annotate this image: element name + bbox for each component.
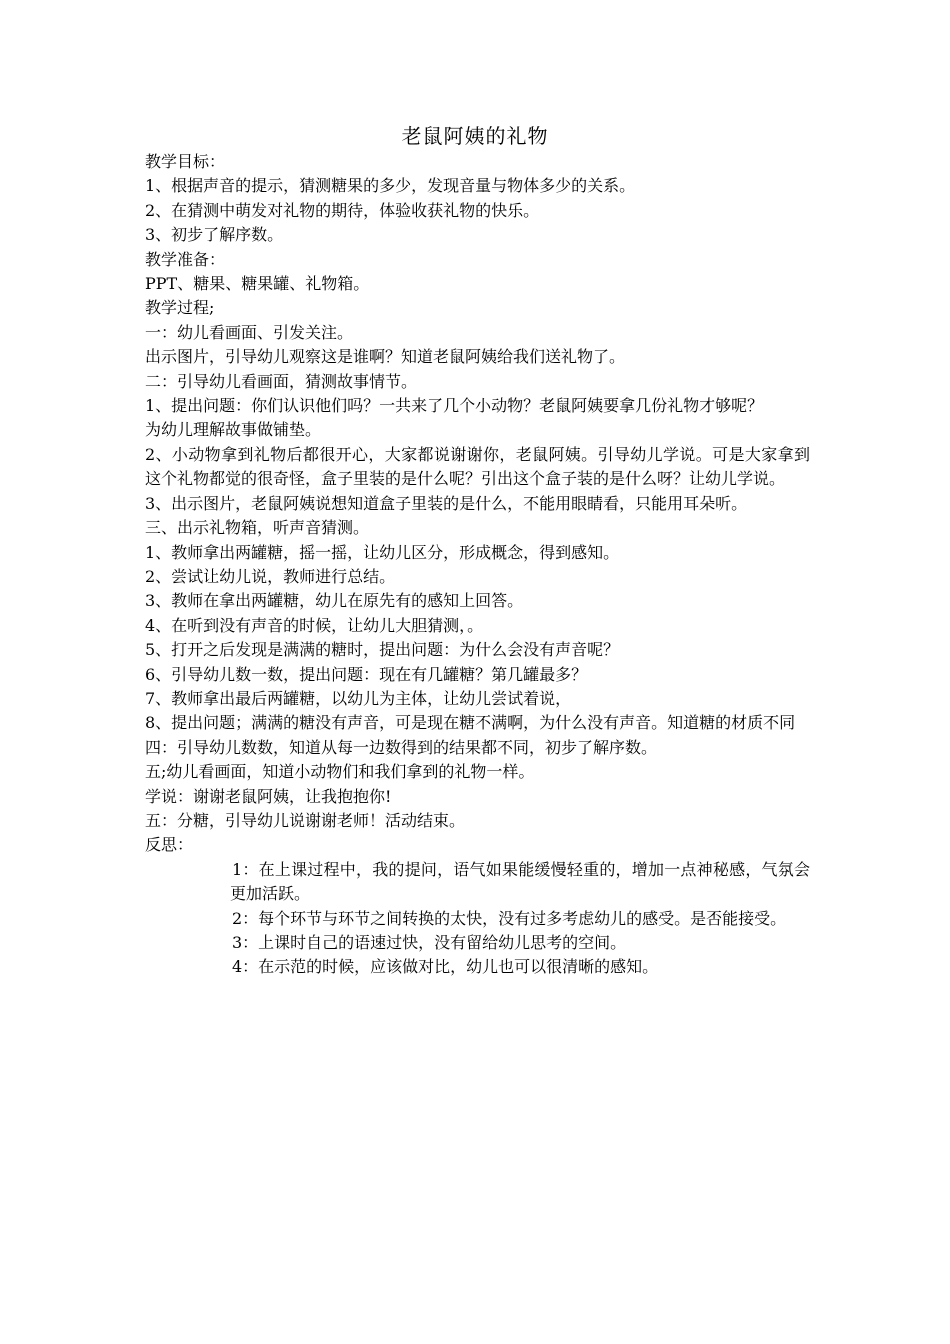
section-heading-process: 教学过程; bbox=[145, 298, 215, 318]
step-heading: 四：引导幼儿数数，知道从每一边数得到的结果都不同，初步了解序数。 bbox=[145, 737, 658, 757]
reflection-item: 1：在上课过程中，我的提问，语气如果能缓慢轻重的，增加一点神秘感，气氛会更加活跃。 bbox=[230, 859, 810, 904]
paragraph: 6、引导幼儿数一数，提出问题：现在有几罐糖？第几罐最多？ bbox=[145, 664, 588, 684]
step-heading: 一：幼儿看画面、引发关注。 bbox=[145, 322, 354, 342]
reflection-item: 4：在示范的时候，应该做对比，幼儿也可以很清晰的感知。 bbox=[232, 957, 659, 977]
paragraph: 出示图片，引导幼儿观察这是谁啊？知道老鼠阿姨给我们送礼物了。 bbox=[145, 347, 626, 367]
paragraph: 为幼儿理解故事做铺垫。 bbox=[145, 420, 322, 440]
section-heading-preparation: 教学准备： bbox=[145, 249, 226, 269]
step-heading: 三、出示礼物箱，听声音猜测。 bbox=[145, 518, 370, 538]
paragraph: 1、教师拿出两罐糖，摇一摇，让幼儿区分，形成概念，得到感知。 bbox=[145, 542, 620, 562]
paragraph: 3、出示图片，老鼠阿姨说想知道盒子里装的是什么，不能用眼睛看，只能用耳朵听。 bbox=[145, 493, 748, 513]
paragraph: 学说：谢谢老鼠阿姨，让我抱抱你! bbox=[145, 786, 392, 806]
reflection-item: 3：上课时自己的语速过快，没有留给幼儿思考的空间。 bbox=[232, 933, 627, 952]
paragraph: 8、提出问题；满满的糖没有声音，可是现在糖不满啊，为什么没有声音。知道糖的材质不同 bbox=[145, 713, 796, 733]
section-heading-reflection: 反思： bbox=[145, 835, 194, 855]
step-heading: 二：引导幼儿看画面，猜测故事情节。 bbox=[145, 371, 418, 391]
section-heading-goals: 教学目标： bbox=[145, 152, 226, 171]
reflection-item: 2：每个环节与环节之间转换的太快，没有过多考虑幼儿的感受。是否能接受。 bbox=[232, 908, 787, 928]
paragraph: 五：分糖，引导幼儿说谢谢老师！活动结束。 bbox=[145, 810, 466, 830]
reflection-list bbox=[145, 858, 810, 980]
paragraph: 4、在听到没有声音的时候，让幼儿大胆猜测，。 bbox=[145, 615, 484, 635]
paragraph: 2、在猜测中萌发对礼物的期待，体验收获礼物的快乐。 bbox=[145, 200, 540, 220]
paragraph: 3、教师在拿出两罐糖，幼儿在原先有的感知上回答。 bbox=[145, 591, 524, 611]
paragraph: 五;幼儿看画面，知道小动物们和我们拿到的礼物一样。 bbox=[145, 762, 535, 782]
document-title: 老鼠阿姨的礼物 bbox=[401, 124, 549, 148]
paragraph: 2、小动物拿到礼物后都很开心，大家都说谢谢你，老鼠阿姨。引导幼儿学说。可是大家拿到这个礼物都觉的很奇怪，盒子里装的是什么呢？引出这个盒子装的是什么呀？让幼儿学说。 bbox=[145, 444, 810, 489]
paragraph: 1、提出问题：你们认识他们吗？一共来了几个小动物？老鼠阿姨要拿几份礼物才够呢？ bbox=[145, 396, 764, 416]
paragraph: 2、尝试让幼儿说，教师进行总结。 bbox=[145, 566, 396, 586]
paragraph: 1、根据声音的提示，猜测糖果的多少，发现音量与物体多少的关系。 bbox=[145, 176, 636, 196]
paragraph: 7、教师拿出最后两罐糖，以幼儿为主体，让幼儿尝试着说， bbox=[145, 688, 572, 708]
paragraph: PPT、糖果、糖果罐、礼物箱。 bbox=[145, 274, 370, 294]
paragraph: 3、初步了解序数。 bbox=[145, 225, 284, 245]
document-body bbox=[145, 150, 810, 980]
paragraph: 5、打开之后发现是满满的糖时，提出问题：为什么会没有声音呢？ bbox=[145, 640, 620, 660]
